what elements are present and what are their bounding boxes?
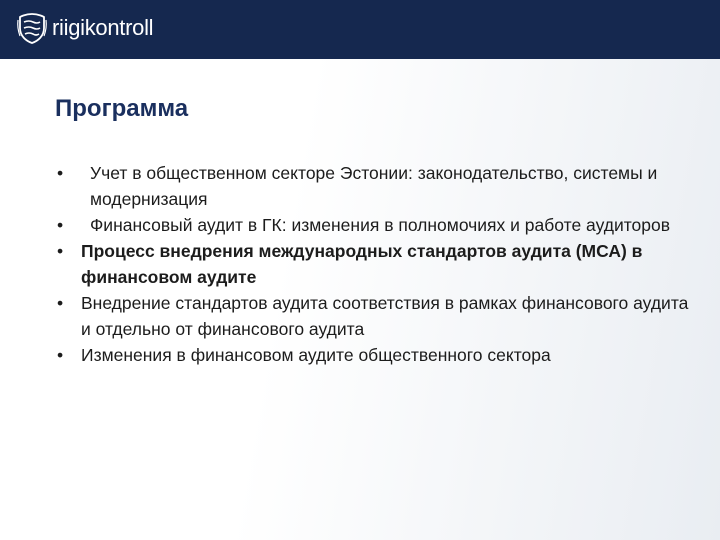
agenda-item <box>55 238 695 290</box>
bullet: • <box>57 241 64 261</box>
coat-of-arms-icon <box>16 12 48 44</box>
bullet: • <box>57 163 64 183</box>
logo-wordmark: riigikontroll <box>52 15 154 40</box>
agenda-item <box>55 160 695 212</box>
bullet: • <box>57 345 64 365</box>
agenda-item-text: Процесс внедрения международных стандартов аудита (МСА) в финансовом аудите <box>81 241 643 287</box>
header-bar <box>0 0 720 59</box>
agenda-item-text: Изменения в финансовом аудите общественного сектора <box>81 345 551 365</box>
page-title: Программа <box>55 95 189 122</box>
agenda-item-text: Финансовый аудит в ГК: изменения в полномочиях и работе аудиторов <box>90 215 671 235</box>
bullet: • <box>57 215 64 235</box>
agenda-list <box>55 160 695 368</box>
bullet: • <box>57 293 64 313</box>
agenda-item-text: Учет в общественном секторе Эстонии: законодательство, системы и модернизация <box>90 163 658 209</box>
agenda-item <box>55 290 695 342</box>
agenda-item <box>55 212 695 238</box>
agenda-item-text: Внедрение стандартов аудита соответствия в рамках финансового аудита и отдельно от финансового аудита <box>81 293 689 339</box>
agenda-item <box>55 342 695 368</box>
